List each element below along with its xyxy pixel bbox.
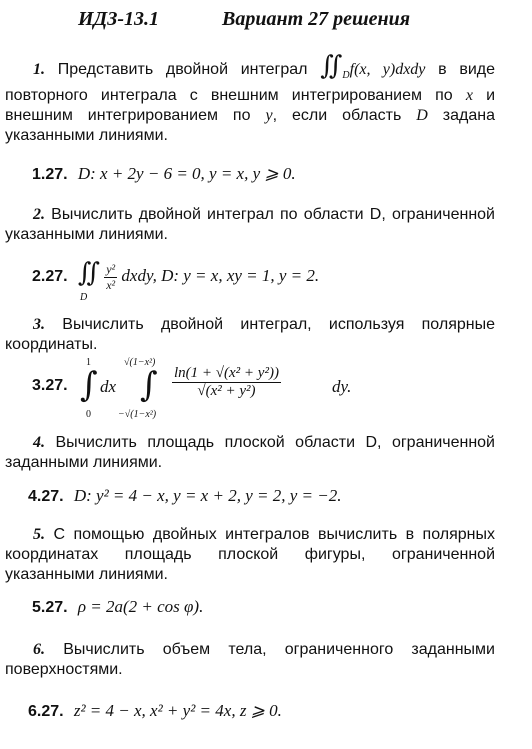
variant-5-expression: ρ = 2a(2 + cos φ). [77, 597, 204, 616]
variant-4-label: 4.27. [28, 488, 64, 505]
task-2-number: 2. [33, 206, 45, 223]
task-4-statement [5, 433, 495, 473]
variant-2-rest: dxdy, D: y = x, xy = 1, y = 2. [121, 266, 320, 285]
variant-title: Вариант 27 решения [222, 8, 411, 30]
task-6-statement [5, 640, 495, 680]
variant-2-fraction: $\frac{\text{y²}}{\text{x²}}$ [106, 261, 116, 292]
variant-4-expression: D: y² = 4 − x, y = x + 2, y = 2, y = −2. [73, 486, 342, 505]
variant-3-fraction: $\frac{\text{ln(1 + √(x² + y²))}}{\text{√(x² + y²)}}$ [174, 365, 279, 399]
task-1-text-e: , если область [272, 107, 402, 125]
task-5-number: 5. [33, 526, 45, 543]
outer-upper-limit: 1 [86, 357, 91, 368]
task-1-text-g: указанными линиями. [5, 127, 168, 145]
task-3-statement [5, 315, 495, 355]
variant-4 [28, 486, 341, 506]
outer-integral-icon: ∫ [80, 365, 98, 405]
task-4-text: Вычислить площадь плоской области D, ограниченной заданными линиями. [5, 434, 495, 471]
inner-differential: dy. [332, 377, 352, 396]
task-1-number: 1. [33, 61, 45, 78]
task-6-text: Вычислить объем тела, ограниченного заданными поверхностями. [5, 641, 495, 678]
task-3-number: 3. [33, 316, 45, 333]
task-1-text-c: повторного интеграла с внешним интегрированием по [5, 87, 453, 105]
outer-differential: dx [100, 377, 117, 396]
variant-3-label: 3.27. [32, 377, 68, 394]
variant-1 [32, 164, 296, 184]
task-1-text-b: в виде [438, 61, 496, 78]
variant-2-region: D [80, 292, 88, 303]
task-5-text: С помощью двойных интегралов вычислить в полярных координатах площадь плоской фигуры, ограниченной указанными линиями. [5, 526, 495, 583]
assignment-title: ИДЗ-13.1 [78, 8, 160, 30]
variant-6-expression: z² = 4 − x, x² + y² = 4x, z ⩾ 0. [73, 701, 282, 720]
variant-5 [32, 597, 203, 617]
task-2-text: Вычислить двойной интеграл по области D, ограниченной указанными линиями. [5, 206, 495, 243]
task-1-text-f: задана [442, 107, 495, 125]
variant-6-label: 6.27. [28, 703, 64, 720]
document-header [0, 8, 532, 34]
task-3-text: Вычислить двойной интеграл, используя полярные координаты. [5, 316, 495, 353]
inner-integral-icon: ∫ [140, 365, 158, 405]
variant-5-label: 5.27. [32, 599, 68, 616]
inner-upper-limit: √(1−x²) [124, 357, 156, 368]
task-5-statement [5, 525, 495, 585]
task-6-number: 6. [33, 641, 45, 658]
inner-lower-limit: −√(1−x²) [118, 409, 157, 420]
task-2-statement [5, 205, 495, 245]
variant-2 [32, 258, 319, 293]
outer-lower-limit: 0 [86, 409, 91, 420]
task-1-text-d: и внешним интегрированием по [5, 87, 496, 125]
variant-6 [28, 701, 282, 721]
task-4-number: 4. [33, 434, 45, 451]
variant-1-expression: D: x + 2y − 6 = 0, y = x, y ⩾ 0. [77, 164, 296, 183]
variant-2-label: 2.27. [32, 268, 68, 285]
variant-1-label: 1.27. [32, 166, 68, 183]
task-1-integral: $∬_Df(x$, y)dxdy [320, 51, 426, 82]
variant-3 [32, 355, 492, 421]
double-integral-icon: ∬ [77, 258, 100, 288]
task-1-statement: 1. Представить двойной интеграл $∬_Df(x$, y)dxdy в виде повторного интеграла с внешним интегрированием по x и внешним интегрированием по y, если область D задана указанными линиями. [5, 51, 496, 145]
task-1-text-a: Представить двойной интеграл [57, 61, 308, 78]
